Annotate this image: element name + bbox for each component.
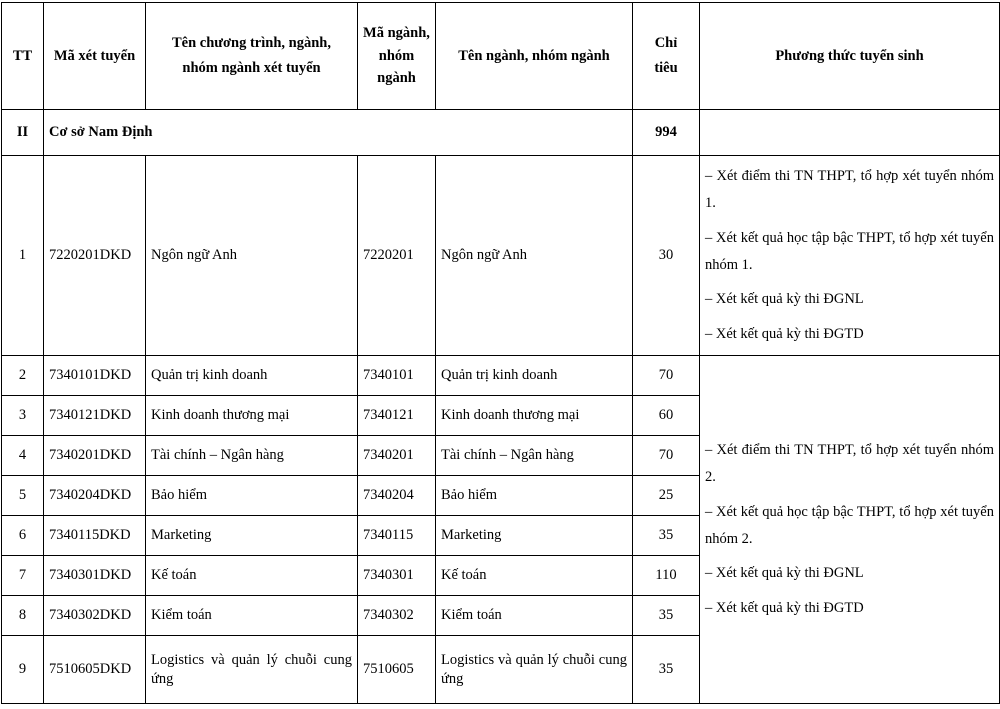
row-tt: 5: [2, 476, 44, 516]
row-admission-code: 7340201DKD: [44, 436, 146, 476]
row-major-code: 7340115: [358, 516, 436, 556]
row-quota: 35: [633, 596, 700, 636]
row-major-name: Ngôn ngữ Anh: [436, 156, 633, 356]
group-method-empty: [700, 110, 1000, 156]
method-line: – Xét kết quả kỳ thi ĐGTD: [705, 326, 864, 343]
method-line: – Xét điểm thi TN THPT, tổ hợp xét tuyển nhóm 2.: [705, 442, 994, 485]
header-row: [2, 3, 1000, 110]
row-major-code: 7340301: [358, 556, 436, 596]
row-major-code: 7340121: [358, 396, 436, 436]
row-program-name: Tài chính – Ngân hàng: [146, 436, 358, 476]
row-major-name: Marketing: [436, 516, 633, 556]
row-quota: 60: [633, 396, 700, 436]
row-major-name: Logistics và quản lý chuỗi cung ứng: [436, 636, 633, 704]
admissions-table: [1, 2, 1000, 704]
row-quota: 25: [633, 476, 700, 516]
method-line: – Xét kết quả học tập bậc THPT, tổ hợp xét tuyển nhóm 2.: [705, 503, 994, 547]
row-program-name: Kinh doanh thương mại: [146, 396, 358, 436]
group-name: Cơ sở Nam Định: [44, 110, 633, 156]
header-quota: Chỉ tiêu: [633, 3, 700, 110]
row-major-code: 7340302: [358, 596, 436, 636]
header-method: Phương thức tuyển sinh: [700, 3, 1000, 110]
row-program-name: Kế toán: [146, 556, 358, 596]
row-tt: 9: [2, 636, 44, 704]
header-program-name: Tên chương trình, ngành, nhóm ngành xét tuyển: [146, 3, 358, 110]
row-major-code: 7340204: [358, 476, 436, 516]
row-tt: 1: [2, 156, 44, 356]
method-line: – Xét kết quả kỳ thi ĐGTD: [705, 600, 864, 617]
row-major-name: Kinh doanh thương mại: [436, 396, 633, 436]
method-line: – Xét điểm thi TN THPT, tổ hợp xét tuyển nhóm 1.: [705, 168, 994, 211]
row-tt: 4: [2, 436, 44, 476]
row-admission-code: 7340115DKD: [44, 516, 146, 556]
row-program-name: Bảo hiểm: [146, 476, 358, 516]
row-program-name: Quản trị kinh doanh: [146, 356, 358, 396]
row-quota: 30: [633, 156, 700, 356]
row-major-name: Quản trị kinh doanh: [436, 356, 633, 396]
row-quota: 35: [633, 636, 700, 704]
row-major-code: 7220201: [358, 156, 436, 356]
row-admission-code: 7340301DKD: [44, 556, 146, 596]
group-tt: II: [2, 110, 44, 156]
row-quota: 35: [633, 516, 700, 556]
methods-group-2: [700, 356, 1000, 704]
row-quota: 110: [633, 556, 700, 596]
method-line: – Xét kết quả học tập bậc THPT, tổ hợp xét tuyển nhóm 1.: [705, 229, 994, 273]
row-admission-code: 7340101DKD: [44, 356, 146, 396]
row-admission-code: 7340204DKD: [44, 476, 146, 516]
header-major-name: Tên ngành, nhóm ngành: [436, 3, 633, 110]
table-row: [2, 156, 1000, 356]
header-major-code: Mã ngành, nhóm ngành: [358, 3, 436, 110]
header-tt: TT: [2, 3, 44, 110]
group-quota: 994: [633, 110, 700, 156]
row-quota: 70: [633, 356, 700, 396]
row-major-name: Kế toán: [436, 556, 633, 596]
row-major-name: Bảo hiểm: [436, 476, 633, 516]
row-program-name: Ngôn ngữ Anh: [146, 156, 358, 356]
row-admission-code: 7340121DKD: [44, 396, 146, 436]
row-quota: 70: [633, 436, 700, 476]
header-admission-code: Mã xét tuyển: [44, 3, 146, 110]
row-major-name: Tài chính – Ngân hàng: [436, 436, 633, 476]
methods-group-1: [700, 156, 1000, 356]
row-tt: 7: [2, 556, 44, 596]
row-tt: 2: [2, 356, 44, 396]
row-program-name: Marketing: [146, 516, 358, 556]
group-row: [2, 110, 1000, 156]
row-tt: 8: [2, 596, 44, 636]
row-tt: 3: [2, 396, 44, 436]
row-program-name: Logistics và quản lý chuỗi cung ứng: [146, 636, 358, 704]
row-admission-code: 7340302DKD: [44, 596, 146, 636]
table-row: [2, 356, 1000, 396]
row-major-code: 7340101: [358, 356, 436, 396]
row-admission-code: 7220201DKD: [44, 156, 146, 356]
method-line: – Xét kết quả kỳ thi ĐGNL: [705, 565, 864, 582]
row-tt: 6: [2, 516, 44, 556]
row-admission-code: 7510605DKD: [44, 636, 146, 704]
row-major-code: 7510605: [358, 636, 436, 704]
method-line: – Xét kết quả kỳ thi ĐGNL: [705, 291, 864, 308]
row-program-name: Kiểm toán: [146, 596, 358, 636]
row-major-code: 7340201: [358, 436, 436, 476]
row-major-name: Kiểm toán: [436, 596, 633, 636]
